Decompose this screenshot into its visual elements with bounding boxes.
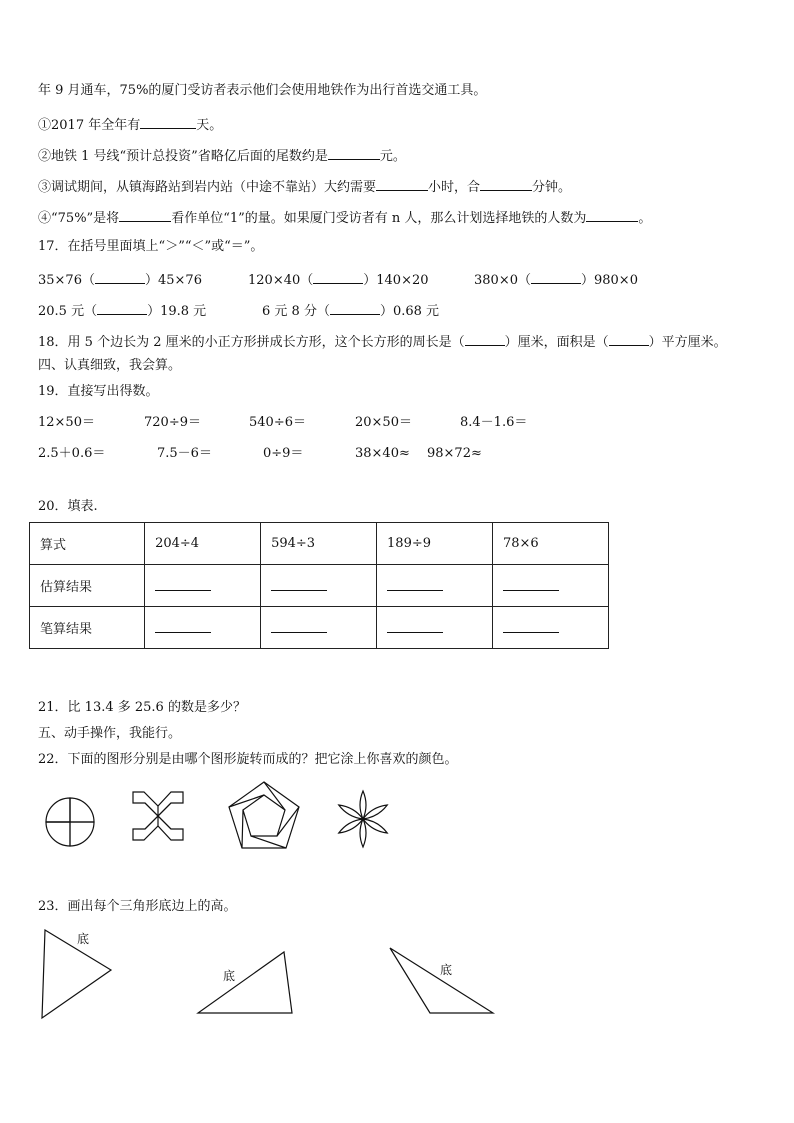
answer-blank[interactable] (97, 300, 147, 315)
table-row (30, 565, 609, 607)
flower-figure[interactable] (332, 788, 394, 850)
q17-compare: 35×76（ ）45×76 (38, 269, 202, 290)
q17-title: 17．在括号里面填上“＞”“＜”或“＝”。 (38, 239, 264, 254)
table-header-cell: 189÷9 (377, 523, 493, 565)
triangle-2[interactable] (196, 950, 294, 1016)
answer-blank[interactable] (531, 269, 581, 284)
q22-text: 22．下面的图形分别是由哪个图形旋转而成的？把它涂上你喜欢的颜色。 (38, 752, 458, 767)
answer-blank[interactable] (609, 331, 649, 346)
answer-blank[interactable] (387, 618, 443, 633)
section-4-heading: 四、认真细致，我会算。 (38, 358, 182, 373)
calc-item: 2.5＋0.6＝ (38, 446, 106, 461)
table-header-cell: 算式 (30, 523, 145, 565)
q18-text: 18．用 5 个边长为 2 厘米的小正方形拼成长方形，这个长方形的周长是（ ）厘米，面积是（ ）平方厘米。 (38, 331, 727, 352)
calc-item: 38×40≈ (355, 446, 410, 461)
answer-blank[interactable] (271, 576, 327, 591)
answer-blank[interactable] (328, 145, 380, 160)
answer-blank[interactable] (119, 207, 171, 222)
base-label: 底 (223, 969, 236, 983)
answer-blank[interactable] (155, 576, 211, 591)
answer-blank[interactable] (95, 269, 145, 284)
intro-text: 年 9 月通车，75%的厦门受访者表示他们会使用地铁作为出行首选交通工具。 (38, 83, 487, 98)
answer-blank[interactable] (313, 269, 363, 284)
answer-blank[interactable] (376, 176, 428, 191)
q16-item-1: ①2017 年全年有 天。 (38, 114, 222, 135)
table-row (30, 523, 609, 565)
calc-item: 98×72≈ (427, 446, 482, 461)
q17-compare: 120×40（ ）140×20 (248, 269, 429, 290)
q19-title: 19．直接写出得数。 (38, 384, 159, 399)
calc-item: 540÷6＝ (249, 415, 306, 430)
cross-arrow-figure[interactable] (131, 790, 185, 842)
estimate-table (29, 522, 609, 649)
q23-text: 23．画出每个三角形底边上的高。 (38, 899, 237, 914)
calc-item: 12×50＝ (38, 415, 95, 430)
answer-blank[interactable] (503, 618, 559, 633)
base-label: 底 (440, 963, 453, 977)
q17-compare: 6 元 8 分（ ）0.68 元 (262, 300, 439, 321)
pentagon-figure[interactable] (227, 780, 301, 852)
q16-item-3: ③调试期间，从镇海路站到岩内站（中途不靠站）大约需要 小时，合 分钟。 (38, 176, 571, 197)
q17-compare: 380×0（ ）980×0 (474, 269, 638, 290)
section-5-heading: 五、动手操作，我能行。 (38, 726, 182, 741)
q20-title: 20．填表. (38, 499, 98, 514)
answer-blank[interactable] (480, 176, 532, 191)
base-label: 底 (77, 932, 90, 946)
table-header-cell: 78×6 (493, 523, 609, 565)
calc-item: 0÷9＝ (263, 446, 304, 461)
answer-blank[interactable] (271, 618, 327, 633)
triangle-3[interactable] (388, 946, 496, 1016)
q17-compare: 20.5 元（ ）19.8 元 (38, 300, 206, 321)
calc-item: 7.5－6＝ (157, 446, 212, 461)
table-header-cell: 594÷3 (261, 523, 377, 565)
answer-blank[interactable] (586, 207, 638, 222)
answer-blank[interactable] (503, 576, 559, 591)
calc-item: 8.4－1.6＝ (460, 415, 528, 430)
q21-text: 21．比 13.4 多 25.6 的数是多少？ (38, 700, 246, 715)
q16-item-2: ②地铁 1 号线“预计总投资”省略亿后面的尾数约是 元。 (38, 145, 406, 166)
row-label: 笔算结果 (30, 607, 145, 649)
answer-blank[interactable] (140, 114, 196, 129)
calc-item: 720÷9＝ (144, 415, 201, 430)
answer-blank[interactable] (387, 576, 443, 591)
row-label: 估算结果 (30, 565, 145, 607)
q16-item-4: ④“75%”是将 看作单位“1”的量。如果厦门受访者有 n 人，那么计划选择地铁的人数为 。 (38, 207, 651, 228)
answer-blank[interactable] (465, 331, 505, 346)
answer-blank[interactable] (330, 300, 380, 315)
table-header-cell: 204÷4 (145, 523, 261, 565)
pinwheel-figure[interactable] (38, 796, 102, 848)
answer-blank[interactable] (155, 618, 211, 633)
calc-item: 20×50＝ (355, 415, 412, 430)
table-row (30, 607, 609, 649)
